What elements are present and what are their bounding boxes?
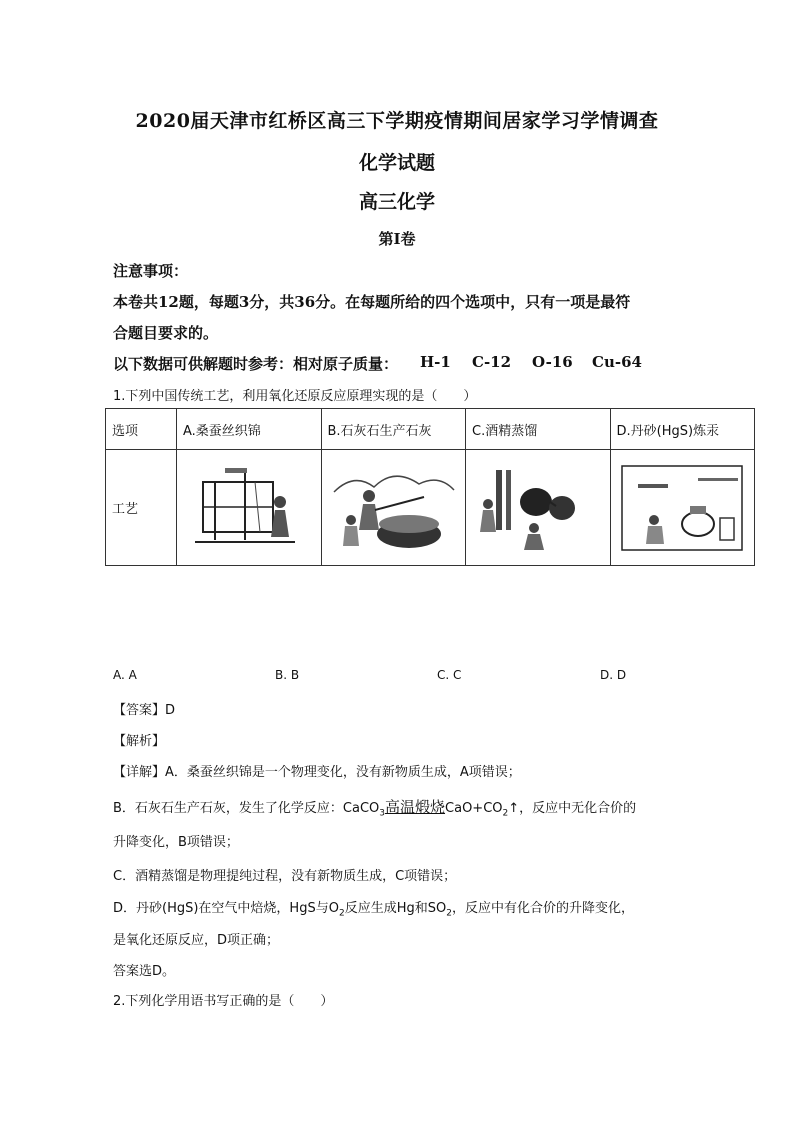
conclusion: 答案选D。	[113, 964, 176, 979]
choice-d[interactable]: D. D	[600, 668, 627, 682]
option-c-label: C.酒精蒸馏	[466, 409, 611, 450]
detail-b-tail: ↑，反应中无化合价的	[508, 801, 637, 816]
section-title: 第I卷	[378, 230, 416, 248]
detail-label: 【详解】	[113, 765, 166, 780]
option-b-label: B.石灰石生产石灰	[321, 409, 466, 450]
option-b-picture	[321, 450, 466, 566]
distillation-icon	[474, 462, 602, 554]
subscript-3: 3	[379, 808, 386, 819]
choice-c[interactable]: C. C	[437, 668, 462, 682]
atomic-mass-cu: Cu-64	[592, 353, 642, 371]
answer-label: 【答案】	[113, 703, 166, 718]
lime-kiln-icon	[329, 462, 457, 554]
q1-stem: 1.下列中国传统工艺，利用氧化还原反应原理实现的是（ ）	[113, 389, 477, 404]
detail-d-part1: D．丹砂(HgS)在空气中焙烧，HgS与O	[113, 901, 339, 916]
detail-d-line	[113, 897, 634, 919]
atomic-mass-o: O-16	[532, 353, 573, 371]
detail-d-part2: 反应生成Hg和SO	[344, 901, 447, 916]
q1-options-table	[105, 408, 755, 566]
detail-b-product: CaO+CO	[445, 801, 503, 816]
subject-title: 高三化学	[358, 191, 435, 213]
analysis-label: 【解析】	[113, 734, 166, 749]
notes-line2: 合题目要求的。	[113, 324, 219, 342]
answer-value: D	[165, 703, 176, 718]
q2-stem: 2.下列化学用语书写正确的是（ ）	[113, 994, 334, 1009]
option-a-label: A.桑蚕丝织锦	[177, 409, 322, 450]
detail-a-line	[113, 761, 521, 780]
atomic-mass-c: C-12	[472, 353, 512, 371]
subscript-2: 2	[338, 908, 345, 919]
mercury-refining-icon	[618, 462, 746, 554]
detail-b-text: B．石灰石生产石灰，发生了化学反应：CaCO	[113, 801, 380, 816]
notes-heading: 注意事项：	[113, 262, 189, 280]
detail-b-line2: 升降变化，B项错误；	[113, 835, 239, 850]
option-d-picture	[610, 450, 755, 566]
table-header-craft: 工艺	[106, 450, 177, 566]
answer-line	[113, 699, 175, 718]
silk-loom-icon	[185, 462, 313, 554]
subscript-2: 2	[446, 908, 452, 919]
paper-subtitle: 化学试题	[358, 152, 435, 174]
paper-title: 2020届天津市红桥区高三下学期疫情期间居家学习学情调查	[135, 110, 659, 132]
detail-d-part3: ，反应中有化合价的升降变化，	[451, 901, 634, 916]
detail-c: C．酒精蒸馏是物理提纯过程，没有新物质生成，C项错误；	[113, 869, 457, 884]
option-c-picture	[466, 450, 611, 566]
detail-b-line	[113, 796, 636, 819]
subscript-2: 2	[502, 808, 509, 819]
reaction-condition: 高温煅烧	[385, 798, 446, 816]
choice-b[interactable]: B. B	[275, 668, 300, 682]
notes-line1: 本卷共12题，每题3分，共36分。在每题所给的四个选项中，只有一项是最符	[113, 293, 631, 311]
table-header-option: 选项	[106, 409, 177, 450]
detail-d-line2: 是氧化还原反应，D项正确；	[113, 933, 280, 948]
detail-a: A．桑蚕丝织锦是一个物理变化，没有新物质生成，A项错误；	[165, 765, 521, 780]
option-d-label: D.丹砂(HgS)炼汞	[610, 409, 755, 450]
atomic-mass-h: H-1	[420, 353, 451, 371]
choice-a[interactable]: A. A	[113, 668, 137, 682]
atomic-mass-label: 以下数据可供解题时参考：相对原子质量：	[113, 355, 399, 373]
option-a-picture	[177, 450, 322, 566]
